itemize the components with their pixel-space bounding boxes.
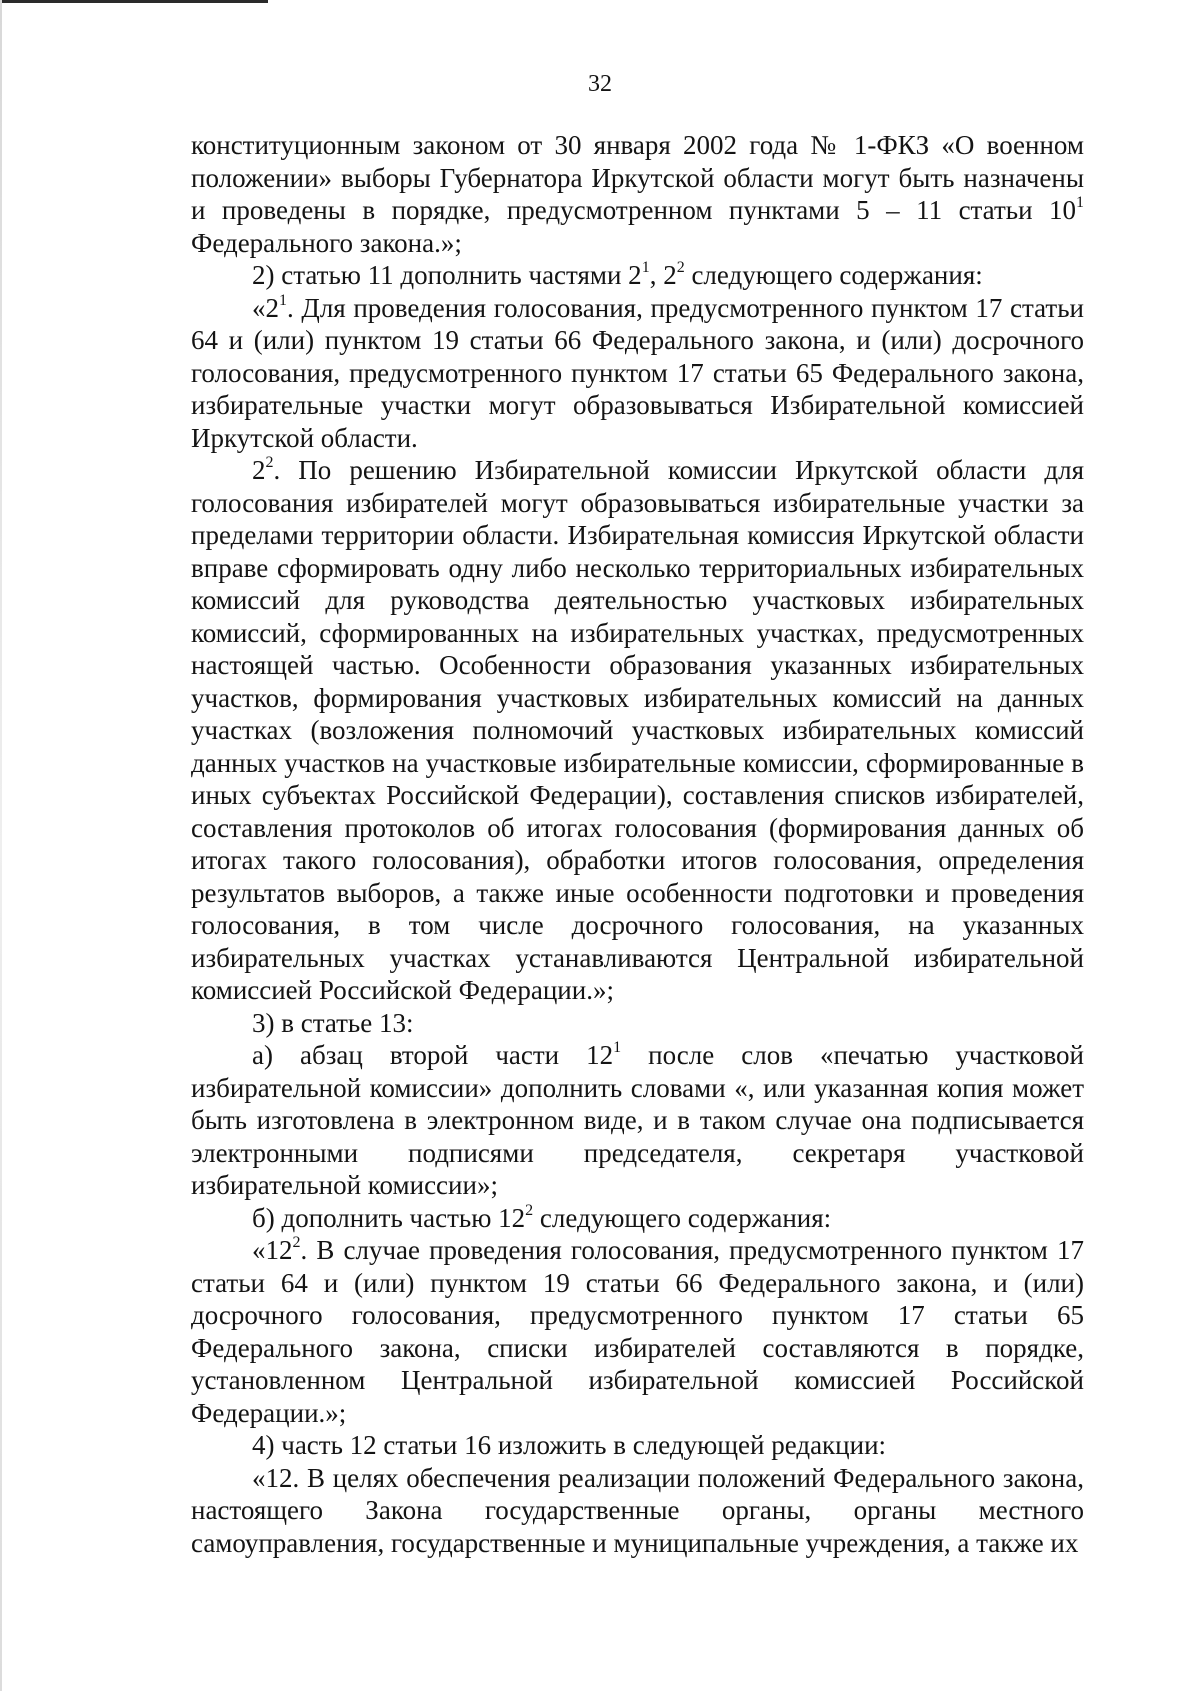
paragraph-text: . В случае проведения голосования, предусмотренного пунктом 17 статьи 64 и (или) пунктом 19 статьи 66 Федерального закона, и (или) досрочного голосования, предусмотренного пунктом 17 статьи 65 Федерального закона, списки избирателей составляются в порядке, установленном Центральной избирательной комиссией Российской Федерации.»; <box>191 1235 1084 1428</box>
left-scan-edge <box>0 0 2 1691</box>
paragraph <box>191 259 1084 292</box>
paragraph-text: . По решению Избирательной комиссии Иркутской области для голосования избирателей могут образовываться избирательные участки за пределами территории области. Избирательная комиссия Иркутской области вправе сформировать одну либо несколько территориальных избирательных комиссий для руководства деятельностью участковых избирательных комиссий, сформированных на избирательных участках, предусмотренных настоящей частью. Особенности образования указанных избирательных участков, формирования участковых избирательных комиссий на данных участках (возложения полномочий участковых избирательных комиссий данных участков на участковые избирательные комиссии, сформированные в иных субъектах Российской Федерации), составления списков избирателей, составления протоколов об итогах голосования (формирования данных об итогах такого голосования), обработки итогов голосования, определения результатов выборов, а также иные особенности подготовки и проведения голосования, в том числе досрочного голосования, на указанных избирательных участках устанавливаются Центральной избирательной комиссией Российской Федерации.»; <box>191 455 1084 1005</box>
paragraph-text: «2 <box>252 292 279 323</box>
superscript-index: 1 <box>279 291 287 309</box>
superscript-index: 1 <box>613 1039 622 1056</box>
document-body <box>191 129 1084 1559</box>
paragraph <box>191 1202 1084 1235</box>
paragraph-text: Федерального закона.»; <box>191 227 462 258</box>
paragraph-text: «12 <box>252 1235 293 1265</box>
page-number: 32 <box>588 71 612 97</box>
paragraph <box>191 1039 1084 1202</box>
top-scan-rule <box>0 0 268 3</box>
superscript-index: 1 <box>1076 194 1084 211</box>
paragraph <box>191 1429 1084 1462</box>
paragraph-text: , 2 <box>649 260 677 290</box>
paragraph <box>191 1234 1084 1429</box>
paragraph-text: а) абзац второй части 12 <box>252 1040 614 1070</box>
paragraph-text: следующего содержания: <box>684 260 983 290</box>
paragraph <box>191 292 1084 455</box>
paragraph-text: «12. В целях обеспечения реализации положений Федерального закона, настоящего Закона государственные органы, органы местного самоуправления, государственные и муниципальные учреждения, а также их <box>191 1462 1084 1558</box>
paragraph-text: 3) в статье 13: <box>252 1007 414 1038</box>
superscript-index: 2 <box>676 259 685 276</box>
paragraph-text: . Для проведения голосования, предусмотренного пунктом 17 статьи 64 и (или) пунктом 19 статьи 66 Федерального закона, и (или) досрочного голосования, предусмотренного пунктом 17 статьи 65 Федерального закона, избирательные участки могут образовываться Избирательной комиссией Иркутской области. <box>191 292 1084 453</box>
paragraph <box>191 454 1084 1007</box>
paragraph-text: б) дополнить частью 12 <box>252 1202 526 1233</box>
superscript-index: 1 <box>641 259 650 276</box>
paragraph <box>191 129 1084 259</box>
paragraph-text: после слов «печатью участковой избирательной комиссии» дополнить словами «, или указанная копия может быть изготовлена в электронном виде, и в таком случае она подписывается электронными подписями председателя, секретаря участковой избирательной комиссии»; <box>191 1040 1084 1200</box>
paragraph-text: 4) часть 12 статьи 16 изложить в следующей редакции: <box>252 1430 887 1460</box>
paragraph-text: следующего содержания: <box>533 1202 832 1233</box>
paragraph-text: 2 <box>252 455 266 485</box>
paragraph <box>191 1462 1084 1560</box>
superscript-index: 2 <box>292 1234 301 1251</box>
superscript-index: 2 <box>525 1201 534 1219</box>
paragraph <box>191 1007 1084 1040</box>
paragraph-text: конституционным законом от 30 января 2002 года № 1-ФКЗ «О военном положении» выборы Губернатора Иркутской области могут быть назначены и проведены в порядке, предусмотренном пунктами 5 – 11 статьи 10 <box>191 130 1084 225</box>
superscript-index: 2 <box>265 454 274 471</box>
paragraph-text: 2) статью 11 дополнить частями 2 <box>252 260 642 290</box>
